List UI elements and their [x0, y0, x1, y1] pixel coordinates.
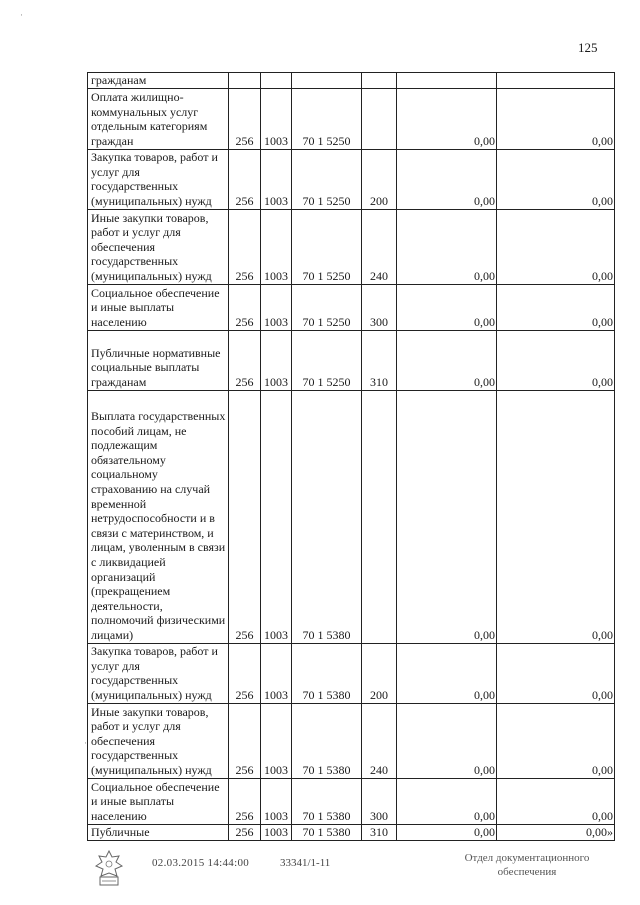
row-target: 70 1 5380	[292, 643, 362, 703]
row-expense-type: 200	[362, 149, 397, 209]
row-amount-2: 0,00»	[497, 824, 615, 840]
row-target: 70 1 5250	[292, 209, 362, 284]
row-amount-2: 0,00	[497, 330, 615, 390]
row-amount-1: 0,00	[397, 88, 497, 149]
row-section: 1003	[261, 284, 292, 330]
row-amount-1: 0,00	[397, 778, 497, 824]
row-target: 70 1 5250	[292, 88, 362, 149]
row-name: Выплата государственных пособий лицам, не подлежащим обязательному социальному страхованию на случай временной нетрудоспособности и в связи с материнством, и лицам, уволенным в связи с ликвидацией организаций (прекращением деятельности, полномочий физическими лицами)	[88, 390, 229, 643]
row-amount-2	[497, 73, 615, 89]
table-row	[88, 824, 615, 840]
table-row	[88, 703, 615, 778]
table-row	[88, 73, 615, 89]
row-amount-1: 0,00	[397, 643, 497, 703]
row-amount-2: 0,00	[497, 284, 615, 330]
row-expense-type: 300	[362, 778, 397, 824]
row-code: 256	[229, 149, 261, 209]
table-row	[88, 284, 615, 330]
row-expense-type	[362, 390, 397, 643]
row-code: 256	[229, 88, 261, 149]
table-row	[88, 209, 615, 284]
row-amount-2: 0,00	[497, 703, 615, 778]
row-expense-type: 310	[362, 330, 397, 390]
table-row	[88, 390, 615, 643]
row-code: 256	[229, 284, 261, 330]
row-section: 1003	[261, 149, 292, 209]
table-row	[88, 88, 615, 149]
row-expense-type	[362, 88, 397, 149]
document-datetime: 02.03.2015 14:44:00	[152, 857, 250, 869]
budget-table	[87, 72, 615, 841]
row-amount-1: 0,00	[397, 284, 497, 330]
row-code: 256	[229, 703, 261, 778]
row-amount-1: 0,00	[397, 330, 497, 390]
row-code: 256	[229, 209, 261, 284]
table-row	[88, 330, 615, 390]
row-amount-2: 0,00	[497, 149, 615, 209]
row-amount-2: 0,00	[497, 643, 615, 703]
row-section: 1003	[261, 778, 292, 824]
row-amount-1	[397, 73, 497, 89]
registration-number: 33341/1-11	[280, 857, 331, 869]
row-section: 1003	[261, 209, 292, 284]
row-target	[292, 73, 362, 89]
row-amount-1: 0,00	[397, 703, 497, 778]
row-amount-1: 0,00	[397, 390, 497, 643]
row-amount-2: 0,00	[497, 88, 615, 149]
row-expense-type	[362, 73, 397, 89]
row-section: 1003	[261, 88, 292, 149]
department-line-2: обеспечения	[497, 866, 557, 878]
table-row	[88, 149, 615, 209]
row-target: 70 1 5380	[292, 390, 362, 643]
row-expense-type: 200	[362, 643, 397, 703]
row-amount-1: 0,00	[397, 209, 497, 284]
row-name: Закупка товаров, работ и услуг для государственных (муниципальных) нужд	[88, 149, 229, 209]
row-name: Социальное обеспечение и иные выплаты населению	[88, 284, 229, 330]
row-target: 70 1 5250	[292, 149, 362, 209]
row-name: Социальное обеспечение и иные выплаты населению	[88, 778, 229, 824]
row-expense-type: 300	[362, 284, 397, 330]
row-target: 70 1 5380	[292, 778, 362, 824]
row-target: 70 1 5250	[292, 284, 362, 330]
row-amount-2: 0,00	[497, 778, 615, 824]
row-section: 1003	[261, 824, 292, 840]
row-section: 1003	[261, 390, 292, 643]
scan-mark: ·	[84, 738, 87, 748]
row-section	[261, 73, 292, 89]
department-line-1: Отдел документационного	[464, 852, 590, 864]
row-code: 256	[229, 778, 261, 824]
scan-mark: ·	[20, 10, 23, 20]
row-name: гражданам	[88, 73, 229, 89]
row-code: 256	[229, 643, 261, 703]
row-target: 70 1 5250	[292, 330, 362, 390]
row-name: Оплата жилищно-коммунальных услуг отдельным категориям граждан	[88, 88, 229, 149]
row-amount-1: 0,00	[397, 149, 497, 209]
row-name: Иные закупки товаров, работ и услуг для обеспечения государственных (муниципальных) нужд	[88, 209, 229, 284]
row-target: 70 1 5380	[292, 703, 362, 778]
department-stamp	[452, 851, 602, 879]
row-name: Закупка товаров, работ и услуг для государственных (муниципальных) нужд	[88, 643, 229, 703]
row-amount-1: 0,00	[397, 824, 497, 840]
table-row	[88, 643, 615, 703]
table-row	[88, 778, 615, 824]
row-expense-type: 310	[362, 824, 397, 840]
row-section: 1003	[261, 643, 292, 703]
row-expense-type: 240	[362, 703, 397, 778]
row-name: Публичные нормативные социальные выплаты гражданам	[88, 330, 229, 390]
row-code	[229, 73, 261, 89]
row-target: 70 1 5380	[292, 824, 362, 840]
row-amount-2: 0,00	[497, 390, 615, 643]
row-amount-2: 0,00	[497, 209, 615, 284]
page-number: 125	[578, 40, 598, 55]
row-code: 256	[229, 330, 261, 390]
row-code: 256	[229, 824, 261, 840]
row-section: 1003	[261, 703, 292, 778]
row-name: Публичные	[88, 824, 229, 840]
row-section: 1003	[261, 330, 292, 390]
row-name: Иные закупки товаров, работ и услуг для обеспечения государственных (муниципальных) нужд	[88, 703, 229, 778]
row-code: 256	[229, 390, 261, 643]
row-expense-type: 240	[362, 209, 397, 284]
coat-of-arms-icon	[92, 848, 126, 888]
